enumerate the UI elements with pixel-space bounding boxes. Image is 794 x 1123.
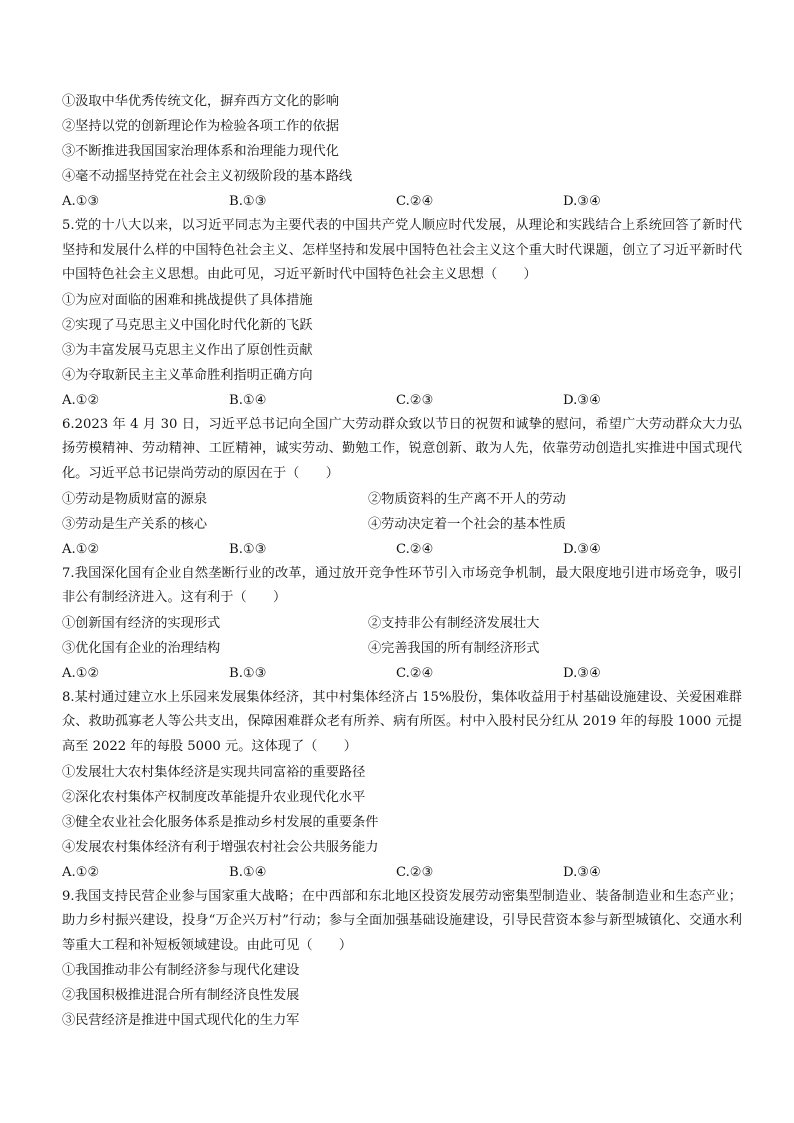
- question-4-tail: [62, 89, 742, 214]
- q4-option-1: ①汲取中华优秀传统文化，摒弃西方文化的影响: [62, 94, 339, 109]
- q6-option-1: ①劳动是物质财富的源泉: [62, 491, 208, 507]
- q7-option-4: ④完善我国的所有制经济形式: [368, 640, 540, 656]
- q7-answer-choices: [62, 661, 742, 686]
- question-9: [62, 885, 742, 1034]
- q7-option-row-1: [62, 611, 742, 636]
- q6-choice-b: B.①③: [229, 541, 267, 557]
- q9-option-2: ②我国积极推进混合所有制经济良性发展: [62, 988, 300, 1004]
- q8-option-3: ③健全农业社会化服务体系是推动乡村发展的重要条件: [62, 814, 379, 830]
- q7-option-row-2: [62, 636, 742, 661]
- q5-option-4: ④为夺取新民主主义革命胜利指明正确方向: [62, 367, 313, 383]
- q8-answer-choices: [62, 860, 742, 885]
- q7-choice-d: D.③④: [563, 665, 601, 681]
- page-content: [62, 89, 742, 1033]
- q5-option-2: ②实现了马克思主义中国化时代化新的飞跃: [62, 317, 313, 333]
- q4-choice-b: B.①③: [229, 194, 267, 209]
- q9-option-3: ③民营经济是推进中国式现代化的生力军: [62, 1013, 300, 1029]
- question-7: [62, 562, 742, 686]
- q6-option-row-2: [62, 512, 742, 537]
- q6-option-4: ④劳动决定着一个社会的基本性质: [368, 516, 566, 532]
- q6-option-2: ②物质资料的生产离不开人的劳动: [368, 491, 566, 507]
- q9-option-1: ①我国推动非公有制经济参与现代化建设: [62, 963, 300, 979]
- q6-choice-c: C.②④: [396, 541, 434, 557]
- q6-choice-d: D.③④: [563, 541, 601, 557]
- q4-option-4: ④毫不动摇坚持党在社会主义初级阶段的基本路线: [62, 169, 353, 184]
- q7-option-2: ②支持非公有制经济发展壮大: [368, 615, 540, 631]
- q5-choice-c: C.②③: [396, 392, 434, 408]
- q4-option-2: ②坚持以党的创新理论作为检验各项工作的依据: [62, 119, 339, 134]
- q7-stem: 7.我国深化国有企业自然垄断行业的改革，通过放开竞争性环节引入市场竞争机制，最大限度地引进市场竞争，吸引非公有制经济进入。这有利于（ ）: [62, 565, 742, 606]
- q4-choice-a: A.①③: [62, 194, 100, 209]
- q9-stem: 9.我国支持民营企业参与国家重大战略；在中西部和东北地区投资发展劳动密集型制造业、装备制造业和生态产业；助力乡村振兴建设，投身“万企兴万村”行动；参与全面加强基础设施建设，引导民营资本参与新型城镇化、交通水利等重大工程和补短板领域建设。由此可见（ ）: [62, 888, 742, 953]
- q4-choice-c: C.②④: [396, 194, 434, 209]
- q5-stem: 5.党的十八大以来，以习近平同志为主要代表的中国共产党人顺应时代发展，从理论和实践结合上系统回答了新时代坚持和发展什么样的中国特色社会主义、怎样坚持和发展中国特色社会主义这个重大时代课题，创立了习近平新时代中国特色社会主义思想。由此可见，习近平新时代中国特色社会主义思想（ ）: [62, 218, 742, 283]
- q6-option-3: ③劳动是生产关系的核心: [62, 516, 208, 532]
- question-5: [62, 214, 742, 413]
- q6-stem: 6.2023 年 4 月 30 日，习近平总书记向全国广大劳动群众致以节日的祝贺和诚挚的慰问，希望广大劳动群众大力弘扬劳模精神、劳动精神、工匠精神，诚实劳动、勤勉工作，锐意创新、敢为人先，依靠劳动创造扎实推进中国式现代化。习近平总书记崇尚劳动的原因在于（ ）: [62, 416, 742, 481]
- q5-option-3: ③为丰富发展马克思主义作出了原创性贡献: [62, 342, 313, 358]
- q4-choice-d: D.③④: [563, 194, 601, 209]
- q4-answer-choices: [62, 189, 742, 214]
- q8-choice-b: B.①④: [229, 864, 267, 880]
- q5-answer-choices: [62, 388, 742, 413]
- q6-option-row-1: [62, 487, 742, 512]
- q5-choice-b: B.①④: [229, 392, 267, 408]
- q6-choice-a: A.①②: [62, 541, 100, 557]
- q5-option-1: ①为应对面临的困难和挑战提供了具体措施: [62, 292, 313, 308]
- q8-choice-c: C.②③: [396, 864, 434, 880]
- q8-stem: 8.某村通过建立水上乐园来发展集体经济，其中村集体经济占 15%股份，集体收益用于村基础设施建设、关爱困难群众、救助孤寡老人等公共支出，保障困难群众老有所养、病有所医。村中入股村民分红从 2019 年的每股 1000 元提高至 2022 年的每股 5000 元。这体现了（ ）: [62, 689, 742, 754]
- question-8: [62, 686, 742, 885]
- q7-option-1: ①创新国有经济的实现形式: [62, 615, 221, 631]
- q6-answer-choices: [62, 537, 742, 562]
- q8-choice-a: A.①②: [62, 864, 100, 880]
- q8-choice-d: D.③④: [563, 864, 601, 880]
- q7-choice-b: B.①③: [229, 665, 267, 681]
- q5-choice-d: D.③④: [563, 392, 601, 408]
- q8-option-2: ②深化农村集体产权制度改革能提升农业现代化水平: [62, 789, 366, 805]
- q7-choice-a: A.①②: [62, 665, 100, 681]
- question-6: [62, 413, 742, 562]
- q7-option-3: ③优化国有企业的治理结构: [62, 640, 221, 656]
- q7-choice-c: C.②④: [396, 665, 434, 681]
- q8-option-1: ①发展壮大农村集体经济是实现共同富裕的重要路径: [62, 764, 366, 780]
- q4-option-3: ③不断推进我国国家治理体系和治理能力现代化: [62, 144, 339, 159]
- q5-choice-a: A.①②: [62, 392, 100, 408]
- q8-option-4: ④发展农村集体经济有利于增强农村社会公共服务能力: [62, 839, 379, 855]
